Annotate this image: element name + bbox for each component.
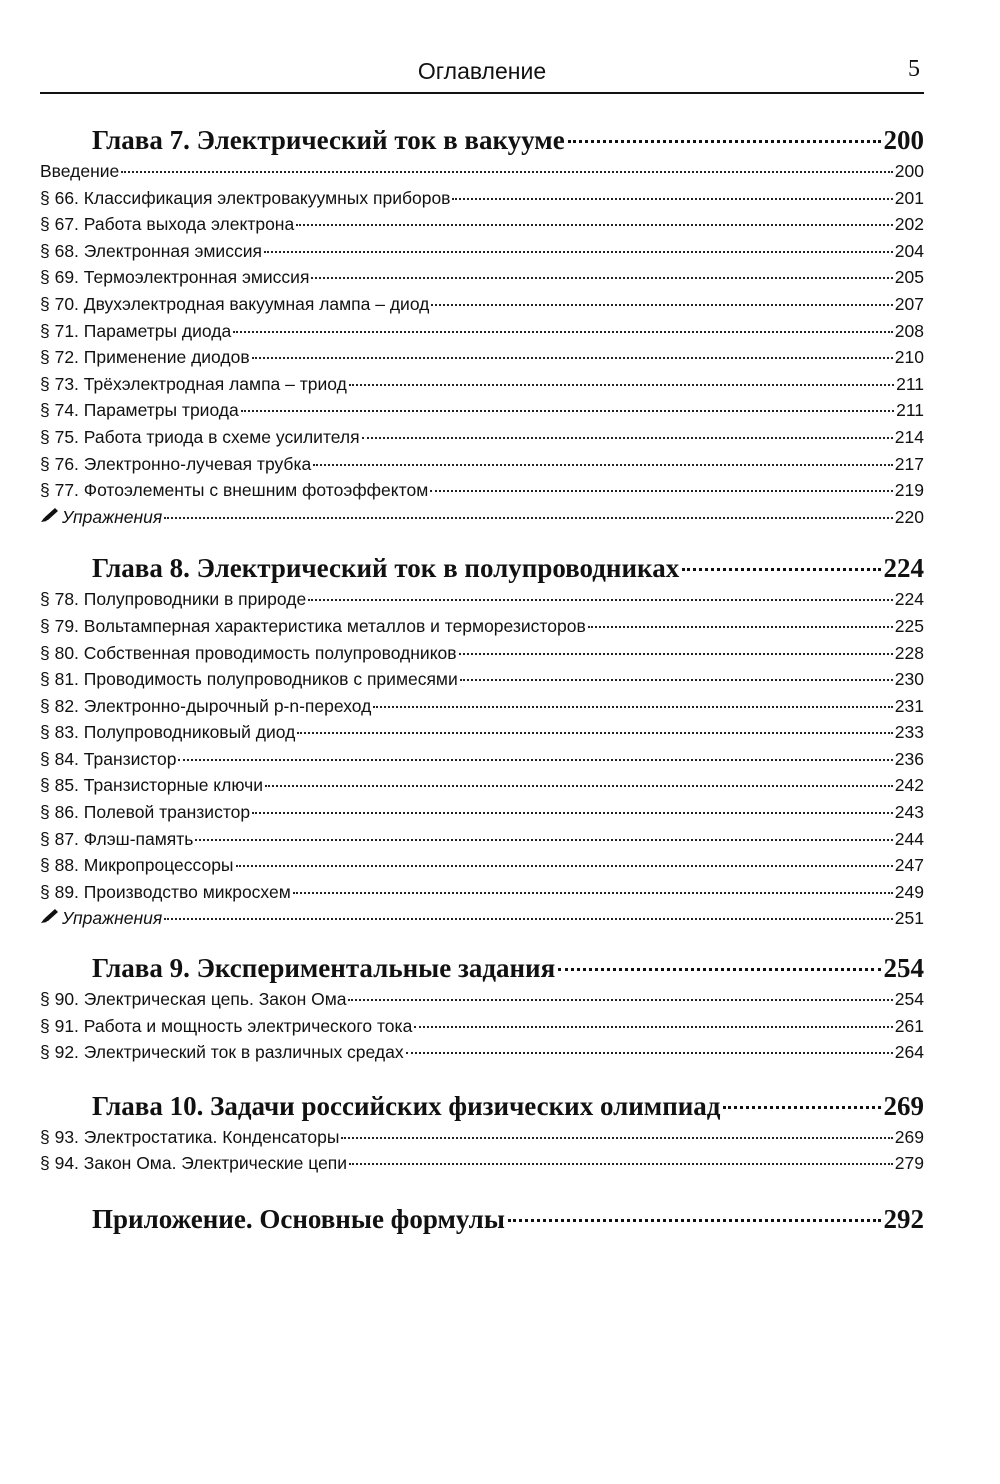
entry-page: 233 [894,722,924,743]
entry-page: 214 [894,426,924,447]
entry-title: Упражнения [62,908,163,929]
entry-page: 243 [894,802,924,823]
dot-leader [236,865,893,867]
entry-title: § 90. Электрическая цепь. Закон Ома [40,989,347,1010]
toc-entry-exercises [40,504,924,531]
toc-entry [40,799,924,826]
pencil-icon [40,905,62,932]
entry-title: § 70. Двухэлектродная вакуумная лампа – диод [40,293,430,314]
chapter-page: 224 [883,553,924,584]
entry-title: § 68. Электронная эмиссия [40,240,262,261]
entry-page: 249 [894,881,924,902]
dot-leader [362,437,893,439]
dot-leader [568,140,881,143]
toc-entry [40,1150,924,1177]
dot-leader [293,892,893,894]
entry-title: § 82. Электронно-дырочный p-n-переход [40,695,372,716]
dot-leader [252,357,893,359]
entry-title: § 83. Полупроводниковый диод [40,722,296,743]
dot-leader [296,224,893,226]
entry-page: 228 [894,642,924,663]
entry-page: 210 [894,347,924,368]
entry-title: § 88. Микропроцессоры [40,855,234,876]
entry-page: 251 [894,908,924,929]
entry-page: 207 [894,293,924,314]
entry-title: § 84. Транзистор [40,748,177,769]
dot-leader [349,1163,893,1165]
entry-page: 225 [894,615,924,636]
entry-page: 244 [894,828,924,849]
entry-page: 211 [896,400,924,421]
dot-leader [452,198,892,200]
chapter-page: 200 [883,125,924,155]
toc-entry [40,158,924,185]
dot-leader [233,331,893,333]
entry-page: 220 [894,506,924,527]
toc-entry [40,185,924,212]
entry-title: § 86. Полевой транзистор [40,802,251,823]
toc-entry [40,986,924,1013]
dot-leader [178,759,892,761]
entry-title: § 72. Применение диодов [40,347,250,368]
dot-leader [406,1052,893,1054]
toc-entry [40,586,924,613]
toc-entry [40,397,924,424]
toc-entry [40,746,924,773]
entry-title: § 80. Собственная проводимость полупроводников [40,642,457,663]
toc-entry [40,1039,924,1066]
toc-entry [40,238,924,265]
entry-page: 219 [894,480,924,501]
toc-entry [40,666,924,693]
entry-page: 264 [894,1042,924,1063]
dot-leader [164,918,893,920]
entry-title: § 81. Проводимость полупроводников с примесями [40,669,458,690]
toc-entry [40,852,924,879]
entry-title: § 79. Вольтамперная характеристика металлов и терморезисторов [40,615,586,636]
dot-leader [311,277,892,279]
entry-page: 236 [894,748,924,769]
entry-title: § 76. Электронно-лучевая трубка [40,453,312,474]
chapter-10-heading [40,1088,924,1124]
entry-page: 208 [894,320,924,341]
dot-leader [682,568,880,571]
entry-title: § 87. Флэш-память [40,828,194,849]
chapter-title: Глава 10. Задачи российских физических олимпиад [92,1090,721,1121]
entry-title: § 85. Транзисторные ключи [40,775,263,796]
toc-entry [40,640,924,667]
appendix-page: 292 [883,1204,924,1234]
toc-entry [40,371,924,398]
entry-page: 201 [894,187,924,208]
entry-page: 200 [894,161,924,181]
entry-page: 254 [894,989,924,1010]
entry-page: 230 [894,669,924,690]
chapter-title: Глава 7. Электрический ток в вакууме [92,125,565,155]
toc-entry [40,291,924,318]
running-title: Оглавление [417,58,547,84]
dot-leader [341,1137,892,1139]
entry-page: 217 [894,453,924,474]
toc-entry-exercises [40,905,924,932]
dot-leader [297,732,892,734]
table-of-contents [40,122,924,1237]
entry-page: 269 [894,1126,924,1147]
dot-leader [349,384,894,386]
entry-title: § 73. Трёхэлектродная лампа – триод [40,373,347,394]
toc-entry [40,772,924,799]
dot-leader [588,626,893,628]
dot-leader [252,812,893,814]
dot-leader [723,1106,880,1109]
entry-page: 224 [894,589,924,610]
toc-entry [40,477,924,504]
dot-leader [348,999,892,1001]
entry-page: 202 [894,214,924,235]
entry-title: § 92. Электрический ток в различных средах [40,1042,404,1063]
entry-title: § 71. Параметры диода [40,320,232,341]
entry-title: § 66. Классификация электровакуумных приборов [40,187,451,208]
dot-leader [373,706,892,708]
entry-page: 211 [896,373,924,394]
appendix-title: Приложение. Основные формулы [92,1204,505,1234]
entry-title: § 89. Производство микросхем [40,881,291,902]
dot-leader [313,464,893,466]
running-head [40,52,924,94]
toc-entry [40,344,924,371]
entry-title: § 93. Электростатика. Конденсаторы [40,1126,340,1147]
entry-title: § 91. Работа и мощность электрического тока [40,1015,413,1036]
toc-entry [40,719,924,746]
dot-leader [121,171,893,173]
entry-page: 204 [894,240,924,261]
entry-page: 261 [894,1015,924,1036]
entry-title: Упражнения [62,506,163,527]
toc-entry [40,879,924,906]
dot-leader [460,679,893,681]
entry-title: § 94. Закон Ома. Электрические цепи [40,1153,348,1174]
chapter-title: Глава 9. Экспериментальные задания [92,953,556,984]
appendix-heading [40,1201,924,1237]
dot-leader [308,599,893,601]
dot-leader [195,839,892,841]
entry-page: 279 [894,1153,924,1174]
chapter-8-heading [40,550,924,586]
toc-entry [40,264,924,291]
dot-leader [508,1219,881,1222]
entry-title: § 77. Фотоэлементы с внешним фотоэффектом [40,480,429,501]
dot-leader [264,251,893,253]
entry-title: § 74. Параметры триода [40,400,239,421]
toc-entry [40,613,924,640]
chapter-page: 254 [883,953,924,984]
page-number: 5 [908,56,920,82]
chapter-9-heading [40,950,924,986]
entry-title: § 78. Полупроводники в природе [40,589,307,610]
entry-title: § 75. Работа триода в схеме усилителя [40,426,360,447]
toc-entry [40,1013,924,1040]
dot-leader [164,517,893,519]
entry-page: 205 [894,267,924,288]
dot-leader [430,490,893,492]
toc-entry [40,424,924,451]
chapter-page: 269 [883,1090,924,1121]
toc-entry [40,693,924,720]
dot-leader [431,304,892,306]
dot-leader [265,785,893,787]
toc-entry [40,451,924,478]
toc-entry [40,318,924,345]
entry-title: Введение [40,161,120,181]
chapter-7-heading [40,122,924,158]
pencil-icon [40,504,62,531]
chapter-title: Глава 8. Электрический ток в полупроводниках [92,553,680,584]
toc-entry [40,826,924,853]
entry-title: § 69. Термоэлектронная эмиссия [40,267,310,288]
toc-entry [40,211,924,238]
entry-title: § 67. Работа выхода электрона [40,214,295,235]
entry-page: 242 [894,775,924,796]
dot-leader [558,968,880,971]
dot-leader [414,1026,892,1028]
entry-page: 247 [894,855,924,876]
dot-leader [241,410,894,412]
dot-leader [459,653,893,655]
entry-page: 231 [894,695,924,716]
toc-entry [40,1124,924,1151]
